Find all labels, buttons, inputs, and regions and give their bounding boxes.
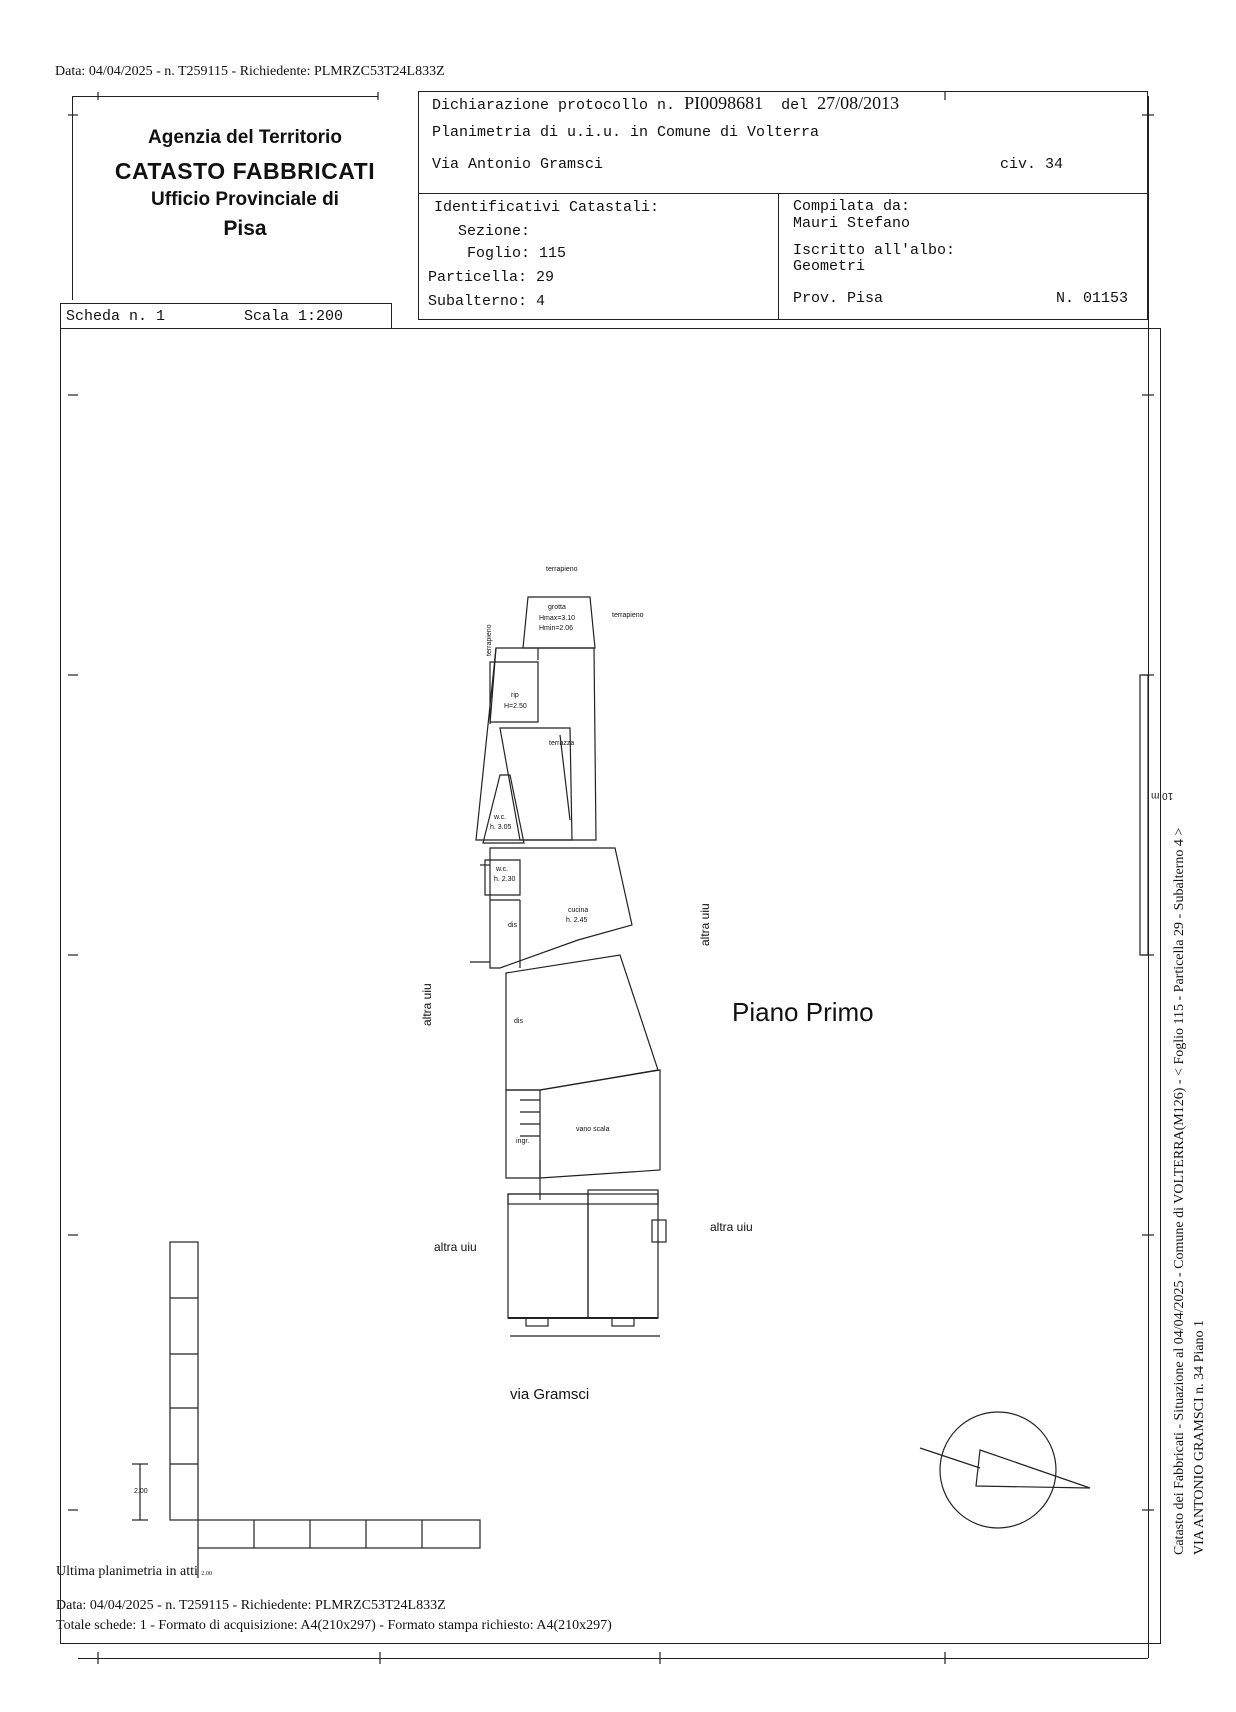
- label-wc1-h: h. 3.05: [490, 824, 512, 831]
- label-grotta-hmin: Hmin=2.06: [539, 625, 574, 632]
- agency-pisa: Pisa: [223, 217, 267, 240]
- floor-title: Piano Primo: [732, 997, 874, 1027]
- label-altra-uiu-right-low: altra uiu: [710, 1220, 753, 1234]
- label-grotta-hmax: Hmax=3.10: [539, 615, 575, 622]
- address-line: Via Antonio Gramsci: [432, 156, 604, 173]
- label-terrapieno-top: terrapieno: [546, 566, 578, 573]
- protocol-line: Dichiarazione protocollo n. PI0098681 del 27/08/2013: [432, 93, 900, 114]
- street-name: via Gramsci: [510, 1386, 590, 1403]
- agency-name: Agenzia del Territorio: [148, 127, 342, 148]
- sezione: Sezione:: [458, 223, 531, 240]
- label-rip: rip: [511, 692, 519, 699]
- label-altra-uiu-left-low: altra uiu: [434, 1240, 477, 1254]
- civ-number: civ. 34: [1000, 156, 1064, 173]
- label-cucina: cucina: [568, 907, 589, 914]
- header-line: Data: 04/04/2025 - n. T259115 - Richiedente: PLMRZC53T24L833Z: [55, 64, 445, 79]
- side-text-line1: Catasto dei Fabbricati - Situazione al 04/04/2025 - Comune di VOLTERRA(M126) - < Foglio 115 - Particella 29 - Subalterno 4 >: [1172, 827, 1187, 1555]
- label-rip-h: H=2.50: [504, 703, 527, 710]
- scala-label: Scala 1:200: [244, 308, 344, 325]
- label-dis2: dis: [514, 1018, 523, 1025]
- iscritto-albo: Iscritto all'albo:: [793, 242, 956, 259]
- footer-totale: Totale schede: 1 - Formato di acquisizione: A4(210x297) - Formato stampa richiesto: A4(210x297): [56, 1618, 612, 1633]
- agency-catasto: CATASTO FABBRICATI: [114, 158, 376, 184]
- label-wc2-h: h. 2.30: [494, 876, 516, 883]
- label-terrapieno-left: terrapieno: [486, 624, 493, 656]
- label-terrapieno-right: terrapieno: [612, 612, 644, 619]
- label-grotta: grotta: [548, 604, 566, 611]
- compilata-name: Mauri Stefano: [793, 215, 911, 232]
- identificativi-title: Identificativi Catastali:: [434, 199, 660, 216]
- albo-geometri: Geometri: [793, 258, 866, 275]
- label-dis1: dis: [508, 922, 517, 929]
- subalterno: Subalterno: 4: [428, 293, 546, 310]
- scheda-label: Scheda n. 1: [66, 308, 166, 325]
- label-wc2: w.c.: [496, 866, 509, 873]
- north-bar-label: 10 m: [1151, 790, 1174, 801]
- foglio: Foglio: 115: [467, 245, 567, 262]
- label-vano-scala: vano scala: [576, 1126, 610, 1133]
- label-cucina-h: h. 2.45: [566, 917, 588, 924]
- footer-data: Data: 04/04/2025 - n. T259115 - Richiedente: PLMRZC53T24L833Z: [56, 1598, 446, 1613]
- agency-ufficio: Ufficio Provinciale di: [151, 189, 339, 210]
- numero-albo: N. 01153: [1056, 290, 1129, 307]
- ultima-planimetria: Ultima planimetria in atti 2.00: [56, 1564, 212, 1579]
- label-terrazza: terrazza: [549, 740, 575, 747]
- label-wc1: w.c.: [494, 814, 507, 821]
- label-ingr: ingr.: [516, 1138, 530, 1145]
- planimetria-line: Planimetria di u.i.u. in Comune di Volterra: [432, 124, 820, 141]
- label-altra-uiu-right-top: altra uiu: [698, 903, 712, 946]
- side-text-line2: VIA ANTONIO GRAMSCI n. 34 Piano 1: [1192, 1319, 1207, 1555]
- label-altra-uiu-left-mid: altra uiu: [420, 983, 434, 1026]
- scale-label: 2.00: [134, 1488, 148, 1495]
- particella: Particella: 29: [428, 269, 555, 286]
- prov: Prov. Pisa: [793, 290, 884, 307]
- compilata-title: Compilata da:: [793, 198, 911, 215]
